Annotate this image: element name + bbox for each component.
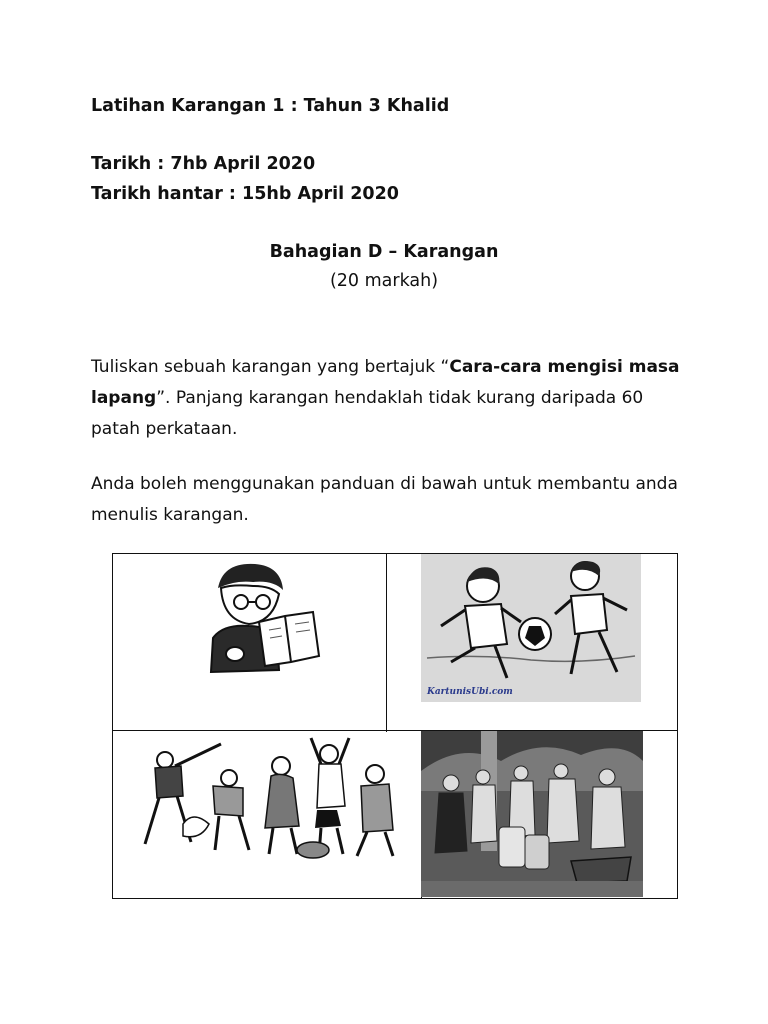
instruction-text-end: ”. Panjang karangan hendaklah tidak kurang daripada 60 patah perkataan. [91,388,644,439]
submission-date: Tarikh hantar : 15hb April 2020 [91,184,399,204]
picture-guide-grid [112,553,678,899]
assignment-date: Tarikh : 7hb April 2020 [91,154,316,174]
essay-topic: Cara-cara mengisi masa lapang [91,357,680,408]
instruction-paragraph [91,352,681,445]
marks-label: (20 markah) [329,271,439,291]
football-illustration [421,554,641,702]
kartunis-watermark: KartunisUbi.com [427,687,513,697]
grid-divider-vertical-top [386,554,387,732]
exercise-group-illustration [131,732,397,870]
guide-paragraph: Anda boleh menggunakan panduan di bawah untuk membantu anda menulis karangan. [91,474,678,525]
document-title: Latihan Karangan 1 : Tahun 3 Khalid [91,96,450,116]
gardening-photo [421,731,643,897]
section-heading: Bahagian D – Karangan [269,242,499,262]
boy-reading-illustration [173,558,323,684]
instruction-text-start: Tuliskan sebuah karangan yang bertajuk “ [91,357,450,377]
